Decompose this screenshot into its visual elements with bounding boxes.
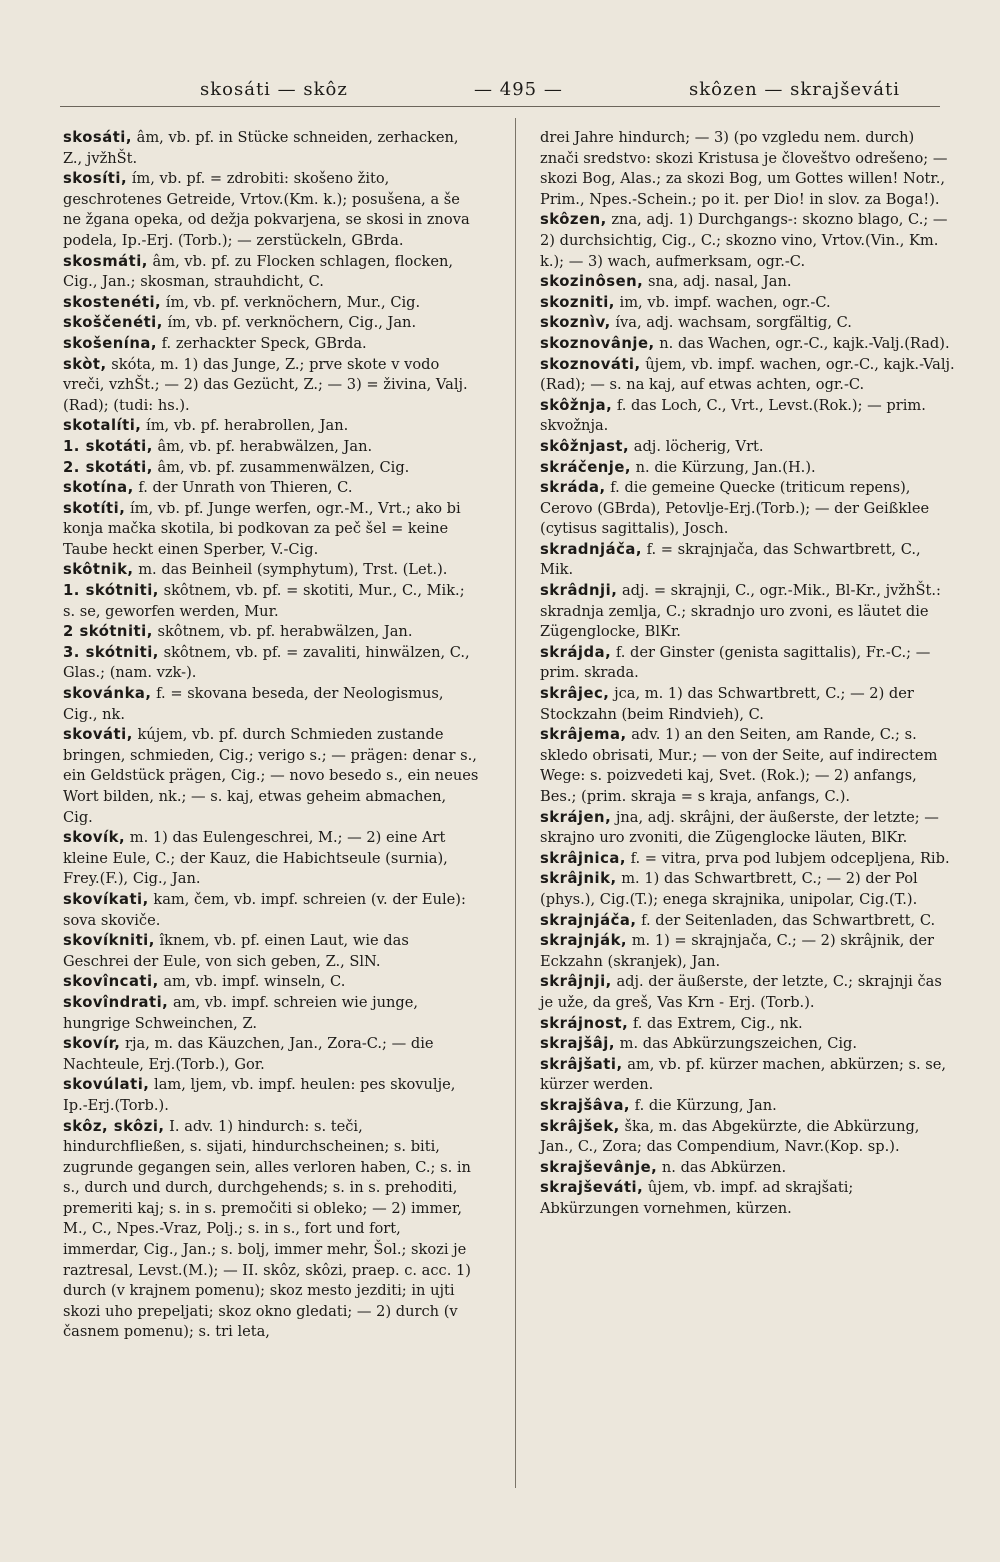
dictionary-entry — [540, 808, 956, 849]
entry-definition: n. das Abkürzen. — [657, 1158, 787, 1176]
dictionary-entry — [540, 1178, 956, 1219]
entry-headword: skoznováti, — [540, 355, 641, 373]
entry-definition: skôtnem, vb. pf. herabwälzen, Jan. — [152, 623, 413, 641]
entry-headword: skovánka, — [63, 685, 152, 703]
entry-definition: f. der Seitenladen, das Schwartbrett, C. — [636, 911, 936, 929]
dictionary-entry — [540, 540, 956, 581]
entry-definition: f. der Unrath von Thieren, C. — [133, 479, 353, 497]
entry-definition: ška, m. das Abgekürzte, die Abkürzung, Jan., C., Zora; das Compendium, Navr.(Kop. sp.). — [540, 1117, 920, 1156]
dictionary-entry — [540, 1034, 956, 1055]
entry-definition: n. die Kürzung, Jan.(H.). — [631, 458, 816, 476]
entry-definition: n. das Wachen, ogr.-C., kajk.-Valj.(Rad). — [654, 334, 950, 352]
entry-headword: skrâjec, — [540, 685, 610, 703]
entry-headword: skovúlati, — [63, 1076, 150, 1094]
dictionary-entry — [540, 1158, 956, 1179]
entry-headword: 1. skótniti, — [63, 582, 159, 600]
left-column — [63, 128, 479, 1343]
entry-headword: skôzen, — [540, 211, 607, 229]
dictionary-entry — [63, 128, 479, 169]
dictionary-entry — [540, 869, 956, 910]
dictionary-entry — [540, 355, 956, 396]
dictionary-entry — [63, 1117, 479, 1344]
entry-definition: zna, adj. 1) Durchgangs-: skozno blago, C.; — 2) durchsichtig, Cig., C.; skozno vino, Vrtov.(Vin., Km. k.); — 3) wach, aufmerksam, ogr.-C. — [540, 211, 948, 270]
right-column — [540, 128, 956, 1219]
entry-definition: f. die gemeine Quecke (triticum repens), Cerovo (GBrda), Petovlje-Erj.(Torb.); — der Geißklee (cytisus sagittalis), Josch. — [540, 479, 930, 538]
entry-definition: rja, m. das Käuzchen, Jan., Zora-C.; — die Nachteule, Erj.(Torb.), Gor. — [63, 1035, 434, 1073]
dictionary-entry — [63, 643, 479, 684]
dictionary-entry — [63, 437, 479, 458]
entry-definition: adj. löcherig, Vrt. — [629, 437, 764, 455]
entry-headword: skošenína, — [63, 334, 158, 352]
entry-definition: ím, vb. pf. verknöchern, Mur., Cig. — [161, 293, 421, 311]
dictionary-entry — [540, 931, 956, 972]
entry-definition: skôtnem, vb. pf. = zavaliti, hinwälzen, C., Glas.; (nam. vzk-). — [63, 643, 470, 682]
dictionary-entry — [540, 313, 956, 334]
dictionary-entry — [540, 478, 956, 540]
entry-headword: skôžnja, — [540, 396, 613, 414]
entry-headword: skôz, skôzi, — [63, 1117, 165, 1135]
dictionary-entry — [63, 313, 479, 334]
entry-definition: f. = skovana beseda, der Neologismus, Cig., nk. — [63, 685, 444, 723]
dictionary-entry — [63, 499, 479, 561]
dictionary-entry — [63, 252, 479, 293]
entry-headword: skráda, — [540, 479, 606, 497]
entry-definition: m. 1) = skrajnjača, C.; — 2) skrâjnik, der Eckzahn (skranjek), Jan. — [540, 932, 934, 970]
entry-headword: skôžnjast, — [540, 437, 630, 455]
dictionary-entry — [63, 478, 479, 499]
entry-headword: 2. skotáti, — [63, 458, 153, 476]
entry-headword: skrajševânje, — [540, 1158, 658, 1176]
dictionary-entry — [540, 684, 956, 725]
entry-headword: skozinôsen, — [540, 273, 644, 291]
entry-definition: f. zerhackter Speck, GBrda. — [157, 334, 367, 352]
entry-headword: skovík, — [63, 829, 126, 847]
entry-headword: skozniti, — [540, 293, 615, 311]
page-header — [60, 72, 940, 107]
entry-headword: skoznovânje, — [540, 334, 655, 352]
entry-definition: adj. der äußerste, der letzte, C.; skrajnji čas je uže, da greš, Vas Krn - Erj. (Torb.). — [540, 973, 942, 1011]
entry-definition: sna, adj. nasal, Jan. — [643, 273, 792, 291]
dictionary-entry — [540, 334, 956, 355]
dictionary-entry — [63, 972, 479, 993]
entry-definition: âm, vb. pf. zu Flocken schlagen, flocken, Cig., Jan.; skosman, strauhdicht, C. — [63, 252, 454, 291]
dictionary-entry — [63, 725, 479, 828]
entry-definition: adj. = skrajnji, C., ogr.-Mik., Bl-Kr., jvžhŠt.: skradnja zemlja, C.; skradnjo uro zvoni, es läutet die Zügenglocke, BlKr. — [540, 582, 941, 641]
dictionary-entry — [540, 972, 956, 1013]
entry-headword: skrâjnik, — [540, 870, 617, 888]
entry-headword: skráčenje, — [540, 458, 631, 476]
entry-definition: im, vb. impf. wachen, ogr.-C. — [614, 293, 831, 311]
entry-headword: skrájen, — [540, 808, 612, 826]
dictionary-entry — [63, 458, 479, 479]
entry-definition: f. = skrajnjača, das Schwartbrett, C., Mik. — [540, 540, 921, 579]
entry-headword: skosmáti, — [63, 252, 148, 270]
entry-headword: skovír, — [63, 1035, 121, 1053]
entry-headword: 1. skotáti, — [63, 437, 153, 455]
entry-headword: skovíkniti, — [63, 932, 155, 950]
page-number: — 495 — — [474, 78, 563, 100]
entry-definition: íva, adj. wachsam, sorgfältig, C. — [610, 314, 852, 332]
entry-headword: skrâjnji, — [540, 973, 612, 991]
dictionary-entry — [540, 272, 956, 293]
dictionary-entry — [540, 210, 956, 272]
dictionary-entry — [63, 1034, 479, 1075]
entry-definition: m. 1) das Eulengeschrei, M.; — 2) eine Art kleine Eule, C.; der Kauz, die Habichtseule (surnia), Frey.(F.), Cig., Jan. — [63, 829, 448, 888]
entry-definition: skôtnem, vb. pf. = skotiti, Mur., C., Mik.; s. se, geworfen werden, Mur. — [63, 582, 465, 620]
entry-headword: skrâjšek, — [540, 1117, 620, 1135]
entry-headword: skostenéti, — [63, 293, 162, 311]
entry-headword: 2 skótniti, — [63, 623, 153, 641]
entry-headword: skoznìv, — [540, 314, 611, 332]
entry-headword: skrajnják, — [540, 932, 628, 950]
dictionary-entry — [63, 931, 479, 972]
entry-definition: f. der Ginster (genista sagittalis), Fr.-C.; — prim. skrada. — [540, 643, 931, 682]
entry-definition: kam, čem, vb. impf. schreien (v. der Eule): sova skoviče. — [63, 890, 466, 929]
dictionary-entry — [63, 1075, 479, 1116]
entry-definition: I. adv. 1) hindurch: s. teči, hindurchfließen, s. sijati, hindurchscheinen; s. biti, zugrunde gegangen sein, alles verloren haben, C.; s. in s., durch und durch, durchgehends; s. in s. prehoditi, premeriti kaj; s. in s. premočiti si obleko; — 2) immer, M., C., Npes.-Vraz, Polj.; s. in s., fort und fort, immerdar, Cig., Jan.; s. bolj, immer mehr, Šol.; skozi je raztresal, Levst.(M.); — II. skôz, skôzi, praep. c. acc. 1) durch (v krajnem pomenu); skoz mesto jezditi; in ujti skozi uho prepeljati; skoz okno gledati; — 2) durch (v časnem pomenu); s. tri leta, — [63, 1117, 471, 1341]
dictionary-entry — [540, 458, 956, 479]
entry-definition: skóta, m. 1) das Junge, Z.; prve skote v vodo vreči, vzhŠt.; — 2) das Gezücht, Z.; — 3) = živina, Valj.(Rad); (tudi: hs.). — [63, 355, 468, 414]
entry-definition: âm, vb. pf. in Stücke schneiden, zerhacken, Z., jvžhŠt. — [63, 129, 459, 167]
entry-definition: ím, vb. pf. = zdrobiti: skošeno žito, geschrotenes Getreide, Vrtov.(Km. k.); posušena, a še ne žgana opeka, od dežja pokvarjena, se skosi in znova podela, Ip.-Erj. (Torb.); — zerstückeln, GBrda. — [63, 170, 470, 249]
dictionary-entry — [63, 828, 479, 890]
entry-definition: lam, ljem, vb. impf. heulen: pes skovulje, Ip.-Erj.(Torb.). — [63, 1076, 456, 1114]
entry-definition: f. die Kürzung, Jan. — [630, 1096, 777, 1114]
entry-definition: ím, vb. pf. Junge werfen, ogr.-M., Vrt.; ako bi konja mačka skotila, bi podkovan za peč šel = keine Taube heckt einen Sperber, V.-Cig. — [63, 499, 461, 558]
entry-definition: am, vb. pf. kürzer machen, abkürzen; s. se, kürzer werden. — [540, 1055, 947, 1094]
dictionary-entry — [540, 911, 956, 932]
entry-headword: skovíkati, — [63, 890, 149, 908]
entry-headword: skosáti, — [63, 129, 132, 146]
entry-definition: jna, adj. skrâjni, der äußerste, der letzte; — skrajno uro zvoniti, die Zügenglocke läuten, BlKr. — [540, 808, 939, 847]
dictionary-entry — [63, 581, 479, 622]
entry-headword: skrájda, — [540, 643, 612, 661]
entry-headword: skrajšâva, — [540, 1096, 631, 1114]
dictionary-entry — [63, 622, 479, 643]
entry-definition: f. das Loch, C., Vrt., Levst.(Rok.); — prim. skvožnja. — [540, 396, 926, 435]
entry-definition: m. 1) das Schwartbrett, C.; — 2) der Pol (phys.), Cig.(T.); enega skrajnika, unipolar, Cig.(T.). — [540, 870, 918, 908]
entry-definition: am, vb. impf. winseln, C. — [158, 973, 346, 991]
column-divider — [515, 118, 516, 1488]
dictionary-entry — [540, 396, 956, 437]
entry-definition: m. das Beinheil (symphytum), Trst. (Let.). — [133, 561, 448, 579]
entry-definition: drei Jahre hindurch; — 3) (po vzgledu nem. durch) znači sredstvo: skozi Kristusa je človeštvo odrešeno; — skozi Bog, Alas.; za skozi Bog, um Gottes willen! Notr., Prim., Npes.-Schein.; po it. per Dio! in slov. za Boga!). — [540, 129, 948, 208]
entry-headword: skrâjema, — [540, 726, 627, 744]
entry-headword: skrâdnji, — [540, 582, 618, 600]
entry-definition: ûjem, vb. impf. ad skrajšati; Abkürzungen vornehmen, kürzen. — [540, 1179, 854, 1217]
entry-headword: skrájnost, — [540, 1014, 629, 1032]
header-left-guide-words: skosáti — skôz — [200, 78, 348, 100]
entry-headword: skotalíti, — [63, 417, 142, 435]
dictionary-entry — [540, 849, 956, 870]
entry-headword: skováti, — [63, 726, 133, 744]
entry-headword: skrajnjáča, — [540, 911, 637, 929]
dictionary-entry — [540, 1014, 956, 1035]
entry-headword: skrajšâj, — [540, 1035, 615, 1053]
entry-definition: f. = vitra, prva pod lubjem odcepljena, Rib. — [626, 849, 950, 867]
dictionary-entry — [540, 643, 956, 684]
entry-definition: am, vb. impf. schreien wie junge, hungrige Schweinchen, Z. — [63, 993, 419, 1032]
dictionary-entry — [63, 293, 479, 314]
dictionary-entry — [540, 437, 956, 458]
dictionary-entry — [63, 355, 479, 417]
entry-headword: 3. skótniti, — [63, 643, 159, 661]
entry-headword: skrajševáti, — [540, 1179, 644, 1197]
dictionary-entry — [540, 1055, 956, 1096]
dictionary-entry — [63, 416, 479, 437]
entry-definition: îknem, vb. pf. einen Laut, wie das Geschrei der Eule, von sich geben, Z., SlN. — [63, 932, 409, 970]
dictionary-entry — [540, 725, 956, 807]
header-right-guide-words: skôzen — skrajševáti — [688, 78, 900, 100]
entry-definition: âm, vb. pf. zusammenwälzen, Cig. — [152, 458, 410, 476]
dictionary-entry — [540, 293, 956, 314]
dictionary-entry — [63, 993, 479, 1034]
entry-headword: skovîncati, — [63, 973, 159, 991]
dictionary-entry — [63, 560, 479, 581]
entry-definition: adv. 1) an den Seiten, am Rande, C.; s. skledo obrisati, Mur.; — von der Seite, auf indirectem Wege: s. poizvedeti kaj, Svet. (Rok.); — 2) anfangs, Bes.; (prim. skraja = s kraja, anfangs, C.). — [540, 726, 938, 805]
dictionary-entry — [63, 684, 479, 725]
entry-definition: jca, m. 1) das Schwartbrett, C.; — 2) der Stockzahn (beim Rindvieh), C. — [540, 685, 914, 723]
entry-definition: f. das Extrem, Cig., nk. — [628, 1014, 803, 1032]
entry-definition: ím, vb. pf. herabrollen, Jan. — [141, 417, 349, 435]
entry-headword: skovîndrati, — [63, 993, 169, 1011]
entry-definition: âm, vb. pf. herabwälzen, Jan. — [152, 437, 373, 455]
entry-headword: skrâjnica, — [540, 849, 626, 867]
entry-headword: skôtnik, — [63, 561, 134, 579]
dictionary-entry — [63, 890, 479, 931]
dictionary-entry — [540, 1096, 956, 1117]
dictionary-entry — [540, 1117, 956, 1158]
entry-headword: skradnjáča, — [540, 540, 642, 558]
entry-definition: ím, vb. pf. verknöchern, Cig., Jan. — [162, 314, 417, 332]
dictionary-entry — [63, 334, 479, 355]
entry-definition: ûjem, vb. impf. wachen, ogr.-C., kajk.-Valj.(Rad); — s. na kaj, auf etwas achten, ogr.-C. — [540, 355, 955, 394]
entry-headword: skòt, — [63, 355, 107, 373]
dictionary-entry — [63, 169, 479, 251]
dictionary-entry — [540, 581, 956, 643]
entry-headword: skosíti, — [63, 170, 128, 188]
entry-headword: skotíti, — [63, 499, 126, 517]
entry-definition: kújem, vb. pf. durch Schmieden zustande bringen, schmieden, Cig.; verigo s.; — prägen: denar s., ein Geldstück prägen, Cig.; — novo besedo s., ein neues Wort bilden, nk.; — s. kaj, etwas geheim abmachen, Cig. — [63, 726, 479, 826]
entry-headword: skoščenéti, — [63, 314, 163, 332]
entry-headword: skrâjšati, — [540, 1055, 623, 1073]
entry-headword: skotína, — [63, 479, 134, 497]
entry-definition: m. das Abkürzungszeichen, Cig. — [615, 1035, 858, 1053]
dictionary-entry — [540, 128, 956, 210]
